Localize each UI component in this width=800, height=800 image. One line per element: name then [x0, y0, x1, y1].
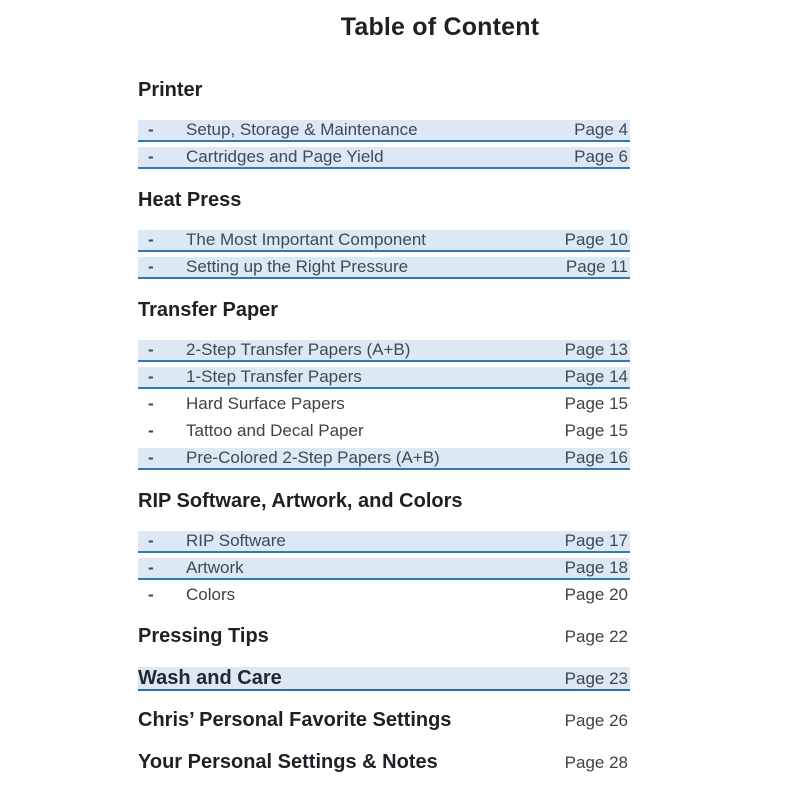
- toc-page: [0, 13, 800, 800]
- toc-standalone-label: Wash and Care: [138, 667, 282, 689]
- toc-standalone-page: Page 23: [564, 669, 628, 688]
- toc-standalone-label: Pressing Tips: [138, 625, 269, 647]
- toc-entry-label: Colors: [186, 585, 236, 604]
- bullet-dash: -: [148, 448, 154, 467]
- section-heading: Heat Press: [138, 189, 242, 211]
- toc-entry-label: 1-Step Transfer Papers: [186, 367, 362, 386]
- bullet-dash: -: [148, 394, 154, 413]
- toc-entry[interactable]: [138, 340, 630, 362]
- toc-entry-page: Page 14: [564, 367, 628, 386]
- toc-standalone-page: Page 22: [564, 627, 628, 646]
- toc-entry-label: Artwork: [186, 558, 244, 577]
- bullet-dash: -: [148, 531, 154, 550]
- bullet-dash: -: [148, 421, 154, 440]
- section-heading: Transfer Paper: [138, 299, 279, 321]
- toc-standalone-entry[interactable]: [138, 667, 630, 691]
- toc-entry-label: RIP Software: [186, 531, 286, 550]
- toc-standalone-label: Chris’ Personal Favorite Settings: [138, 709, 452, 731]
- toc-entry-page: Page 17: [564, 531, 628, 550]
- toc-entry[interactable]: [138, 120, 630, 142]
- toc-standalone-entry: [138, 709, 630, 733]
- toc-entry: [138, 585, 630, 607]
- bullet-dash: -: [148, 230, 154, 249]
- toc-entry-page: Page 4: [574, 120, 628, 139]
- toc-entry[interactable]: [138, 558, 630, 580]
- toc-entry[interactable]: [138, 147, 630, 169]
- toc-entry-page: Page 15: [564, 421, 628, 440]
- bullet-dash: -: [148, 257, 154, 276]
- bullet-dash: -: [148, 120, 154, 139]
- section-heading: RIP Software, Artwork, and Colors: [138, 490, 463, 512]
- toc-entry-page: Page 18: [564, 558, 628, 577]
- toc-entry-label: Setting up the Right Pressure: [186, 257, 409, 276]
- bullet-dash: -: [148, 367, 154, 386]
- toc-entry-page: Page 10: [564, 230, 628, 249]
- toc-entry-page: Page 16: [564, 448, 628, 467]
- toc-entry[interactable]: [138, 230, 630, 252]
- toc-entry: [138, 394, 630, 416]
- toc-entry-label: Pre-Colored 2-Step Papers (A+B): [186, 448, 440, 467]
- page-title: Table of Content: [340, 13, 540, 41]
- toc-entry[interactable]: [138, 257, 630, 279]
- bullet-dash: -: [148, 585, 154, 604]
- toc-entry-page: Page 15: [564, 394, 628, 413]
- toc-entry-page: Page 13: [564, 340, 628, 359]
- toc-entry-label: The Most Important Component: [186, 230, 427, 249]
- toc-entry-label: Hard Surface Papers: [186, 394, 345, 413]
- bullet-dash: -: [148, 147, 154, 166]
- toc-standalone-page: Page 28: [564, 753, 628, 772]
- toc-standalone-page: Page 26: [564, 711, 628, 730]
- toc-entry-page: Page 6: [574, 147, 628, 166]
- toc-standalone-entry: [138, 625, 630, 649]
- toc-standalone-label: Your Personal Settings & Notes: [138, 751, 438, 773]
- toc-entry: [138, 421, 630, 443]
- toc-entry-label: Tattoo and Decal Paper: [186, 421, 364, 440]
- bullet-dash: -: [148, 558, 154, 577]
- toc-entry[interactable]: [138, 448, 630, 470]
- toc-entry[interactable]: [138, 367, 630, 389]
- toc-entry-label: 2-Step Transfer Papers (A+B): [186, 340, 411, 359]
- bullet-dash: -: [148, 340, 154, 359]
- toc-list: [138, 55, 630, 775]
- toc-entry-label: Cartridges and Page Yield: [186, 147, 384, 166]
- section-heading: Printer: [138, 79, 203, 101]
- toc-entry-page: Page 20: [564, 585, 628, 604]
- toc-entry[interactable]: [138, 531, 630, 553]
- toc-entry-page: Page 11: [565, 257, 628, 276]
- toc-standalone-entry: [138, 751, 630, 775]
- toc-entry-label: Setup, Storage & Maintenance: [186, 120, 418, 139]
